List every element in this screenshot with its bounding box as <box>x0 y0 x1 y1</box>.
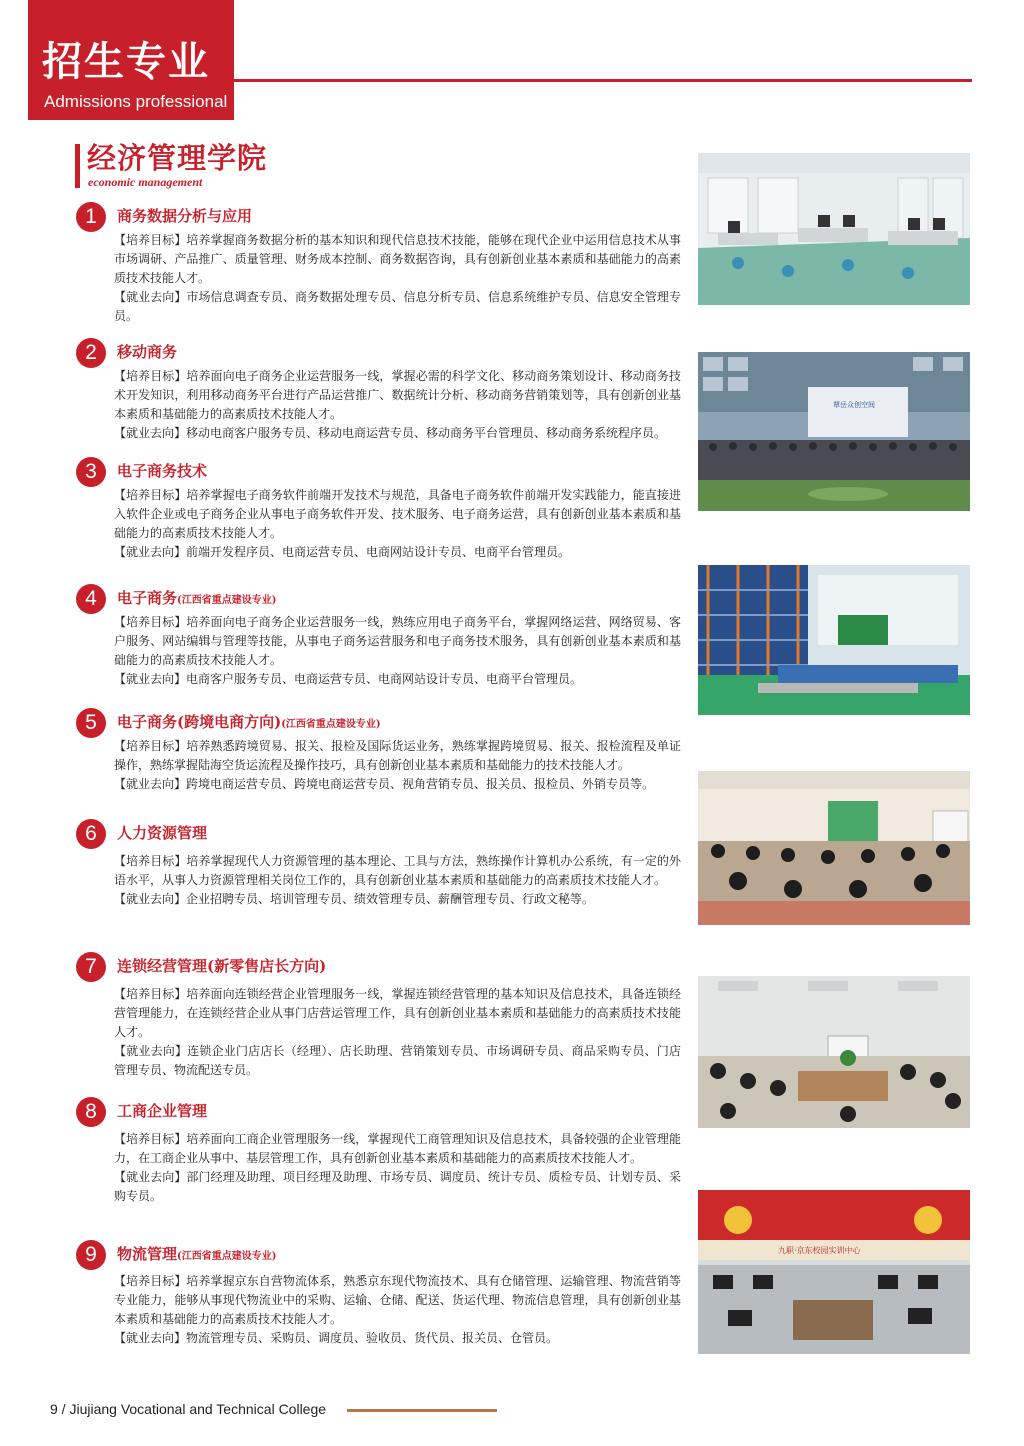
major-tag: (江西省重点建设专业) <box>281 719 381 730</box>
major-description <box>114 852 681 909</box>
training-goal: 【培养目标】培养掌握商务数据分析的基本知识和现代信息技术技能，能够在现代企业中运用信息技术从事市场调研、产品推广、质量管理、财务成本控制、商务数据咨询，具有创新创业基本素质和基础能力的高素质技术技能人才。 <box>114 233 681 285</box>
training-goal: 【培养目标】培养熟悉跨境贸易、报关、报检及国际货运业务，熟练掌握跨境贸易、报关、报检流程及单证操作，熟练掌握陆海空货运流程及操作技巧，具有创新创业基本素质和基础能力的技术技能人才。 <box>114 739 681 772</box>
meeting-room-photo <box>698 976 970 1128</box>
major-name: 商务数据分析与应用 <box>117 207 253 225</box>
major-number-badge: 6 <box>76 819 106 849</box>
major-name: 电子商务(江西省重点建设专业) <box>117 589 277 607</box>
major-name: 连锁经营管理(新零售店长方向) <box>117 957 327 975</box>
major-number-badge: 8 <box>76 1097 106 1127</box>
section-title: 经济管理学院 <box>87 141 268 175</box>
major-description <box>114 985 681 1080</box>
major-number-badge: 7 <box>76 952 106 982</box>
page-footer: 9 / Jiujiang Vocational and Technical College <box>50 1401 327 1417</box>
training-goal: 【培养目标】培养面向工商企业管理服务一线，掌握现代工商管理知识及信息技术，具备较强的企业管理能力，在工商企业从事中、基层管理工作，具有创新创业基本素质和基础能力的高素质技术技能人才。 <box>114 1132 681 1165</box>
major-name: 电子商务技术 <box>117 462 208 480</box>
career-direction: 【就业去向】企业招聘专员、培训管理专员、绩效管理专员、薪酬管理专员、行政文秘等。 <box>114 892 595 906</box>
training-goal: 【培养目标】培养面向连锁经营企业管理服务一线，掌握连锁经营管理的基本知识及信息技术，具备连锁经营管理能力，在连锁经营企业从事门店营运管理工作，具有创新创业基本素质和基础能力的高素质技术技能人才。 <box>114 987 681 1039</box>
major-tag: (江西省重点建设专业) <box>177 595 277 606</box>
training-center-sign: 九职·京东校园实训中心 <box>778 1246 861 1255</box>
major-number-badge: 5 <box>76 708 106 738</box>
page-title: 招生专业 <box>42 39 210 85</box>
major-number-badge: 2 <box>76 338 106 368</box>
major-description <box>114 1272 681 1348</box>
career-direction: 【就业去向】电商客户服务专员、电商运营专员、电商网站设计专员、电商平台管理员。 <box>114 672 583 686</box>
career-direction: 【就业去向】物流管理专员、采购员、调度员、验收员、货代员、报关员、仓管员。 <box>114 1331 559 1345</box>
major-description <box>114 1130 681 1206</box>
major-name: 电子商务(跨境电商方向)(江西省重点建设专业) <box>117 713 381 731</box>
section-accent-bar <box>75 144 80 188</box>
training-goal: 【培养目标】培养掌握京东自营物流体系，熟悉京东现代物流技术、具有仓储管理、运输管理、物流营销等专业能力，能够从事现代物流业中的采购、运输、仓储、配送、货运代理、物流信息管理，具有创新创业基本素质和基础能力的高素质技术技能人才。 <box>114 1274 681 1326</box>
career-direction: 【就业去向】前端开发程序员、电商运营专员、电商网站设计专员、电商平台管理员。 <box>114 545 571 559</box>
computer-lab-photo <box>698 153 970 305</box>
major-description <box>114 486 681 562</box>
header-banner <box>28 0 234 120</box>
header-divider <box>234 79 972 82</box>
major-description <box>114 367 681 443</box>
major-description <box>114 613 681 689</box>
training-goal: 【培养目标】培养掌握电子商务软件前端开发技术与规范，具备电子商务软件前端开发实践能力，能直接进入软件企业或电子商务企业从事电子商务软件开发、技术服务、电子商务运营，具有创新创业基本素质和基础能力的高素质技术技能人才。 <box>114 488 681 540</box>
major-name: 物流管理(江西省重点建设专业) <box>117 1245 277 1263</box>
training-goal: 【培养目标】培养掌握现代人力资源管理的基本理论、工具与方法，熟练操作计算机办公系统，有一定的外语水平，从事人力资源管理相关岗位工作的，具有创新创业基本素质和基础能力的高素质技术技能人才。 <box>114 854 681 887</box>
major-name: 工商企业管理 <box>117 1102 208 1120</box>
major-description <box>114 231 681 326</box>
major-tag: (江西省重点建设专业) <box>177 1251 277 1262</box>
page-subtitle: Admissions professional <box>44 92 228 111</box>
group-photo <box>698 352 970 511</box>
major-name: 移动商务 <box>117 343 178 361</box>
section-subtitle: economic management <box>88 175 203 189</box>
training-goal: 【培养目标】培养面向电子商务企业运营服务一线，掌握必需的科学文化、移动商务策划设计、移动商务技术开发知识，利用移动商务平台进行产品运营推广、数据统计分析、移动商务营销策划等，具有创新创业基本素质和基础能力的高素质技术技能人才。 <box>114 369 681 421</box>
career-direction: 【就业去向】移动电商客户服务专员、移动电商运营专员、移动商务平台管理员、移动商务系统程序员。 <box>114 426 667 440</box>
footer-divider <box>347 1409 497 1412</box>
career-direction: 【就业去向】部门经理及助理、项目经理及助理、市场专员、调度员、统计专员、质检专员、计划专员、采购专员。 <box>114 1170 681 1203</box>
career-direction: 【就业去向】市场信息调查专员、商务数据处理专员、信息分析专员、信息系统维护专员、信息安全管理专员。 <box>114 290 681 323</box>
major-description <box>114 737 681 794</box>
classroom-photo <box>698 771 970 925</box>
building-sign: 覃岳众创空间 <box>833 401 875 409</box>
training-goal: 【培养目标】培养面向电子商务企业运营服务一线，熟练应用电子商务平台，掌握网络运营、网络贸易、客户服务、网站编辑与管理等技能，从事电子商务运营服务和电子商务技术服务，具有创新创业基本素质和基础能力的高素质技术技能人才。 <box>114 615 681 667</box>
major-number-badge: 9 <box>76 1240 106 1270</box>
major-name: 人力资源管理 <box>117 824 208 842</box>
training-center-photo <box>698 1190 970 1354</box>
career-direction: 【就业去向】连锁企业门店店长（经理）、店长助理、营销策划专员、市场调研专员、商品采购专员、门店管理专员、物流配送专员。 <box>114 1044 681 1077</box>
career-direction: 【就业去向】跨境电商运营专员、跨境电商运营专员、视角营销专员、报关员、报检员、外销专员等。 <box>114 777 655 791</box>
major-number-badge: 1 <box>76 202 106 232</box>
major-number-badge: 4 <box>76 584 106 614</box>
warehouse-photo <box>698 565 970 715</box>
major-number-badge: 3 <box>76 457 106 487</box>
